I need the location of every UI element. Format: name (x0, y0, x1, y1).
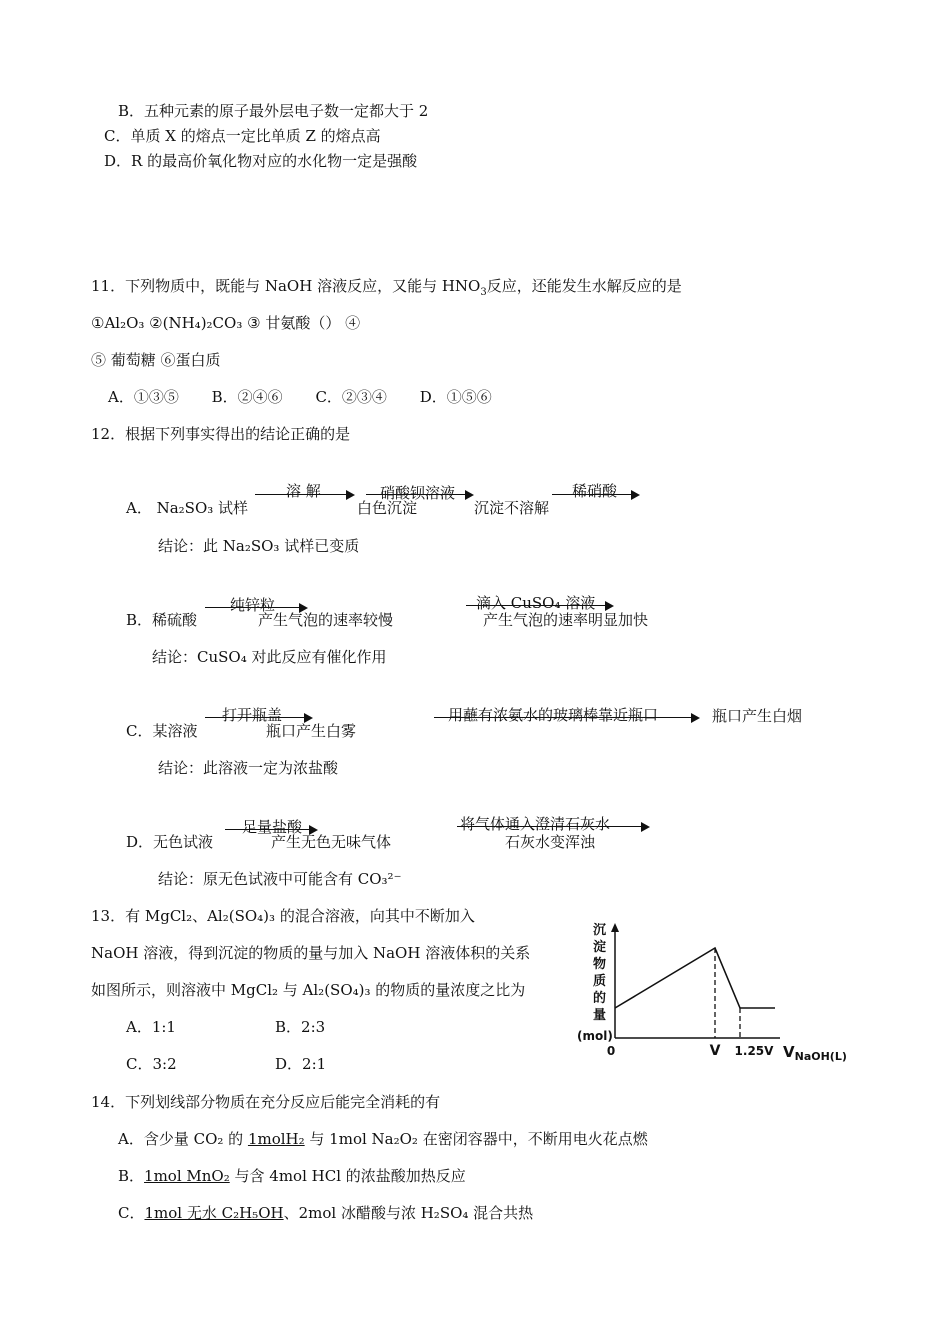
q12c-mid: 瓶口产生白雾 (266, 722, 357, 740)
series-line (615, 948, 775, 1008)
q14-c-pre: C． (118, 1204, 145, 1222)
q14-c-post: 、2mol 冰醋酸与浓 H₂SO₄ 混合共热 (283, 1204, 534, 1222)
q12a-arrow1 (255, 494, 347, 495)
q12d-end: 石灰水变浑浊 (505, 833, 596, 851)
q14-a-post: 与 1mol Na₂O₂ 在密闭容器中，不断用电火花点燃 (304, 1130, 648, 1148)
q12c-arrow1 (205, 717, 305, 718)
q14-option-b (118, 1166, 466, 1186)
q12a-mid: 白色沉淀 (357, 499, 418, 517)
q10-option-c: C．单质 X 的熔点一定比单质 Z 的熔点高 (104, 127, 381, 145)
q11-stem-part2: 反应，还能发生水解反应的是 (486, 277, 682, 295)
q11-option-c: C．②③④ (315, 388, 387, 406)
q14-a-underlined: 1molH₂ (247, 1130, 305, 1148)
q12c-arrow2 (434, 717, 692, 718)
q13-option-a: A．1:1 (126, 1018, 176, 1036)
q14-a-pre: A．含少量 CO₂ 的 (118, 1130, 248, 1148)
q14-b-underlined: 1mol MnO₂ (144, 1167, 230, 1185)
chart-ticks (607, 1043, 774, 1059)
q11-stem-sub: 3 (480, 287, 487, 298)
precipitate-chart (575, 920, 860, 1070)
q11-option-b: B．②④⑥ (211, 388, 283, 406)
q12b-arrow2-label: 滴入 CuSO₄ 溶液 (476, 594, 596, 612)
q12a-arrow1-label: 溶 解 (286, 482, 321, 500)
x-tick-label: V (709, 1043, 721, 1059)
q12d-mid: 产生无色无味气体 (271, 833, 392, 851)
q12a-arrow3 (552, 494, 632, 495)
q12a-arrow2 (366, 494, 466, 495)
q12a-arrow3-label: 稀硝酸 (572, 482, 618, 500)
q11-option-a: A．①③⑤ (108, 388, 179, 406)
q13-option-c: C．3:2 (126, 1055, 177, 1073)
x-tick-label: 0 (606, 1044, 616, 1058)
q12d-arrow1-label: 足量盐酸 (242, 818, 303, 836)
q12b-end: 产生气泡的速率明显加快 (483, 611, 649, 629)
q12b-start: B．稀硫酸 (126, 611, 198, 629)
q12b-conclusion: 结论：CuSO₄ 对此反应有催化作用 (152, 648, 387, 666)
q12b-mid: 产生气泡的速率较慢 (258, 611, 394, 629)
q11-items-line2: ⑤ 葡萄糖 ⑥蛋白质 (91, 351, 221, 369)
q12b-arrow2 (466, 605, 606, 606)
q13-stem-line1: 13．有 MgCl₂、Al₂(SO₄)₃ 的混合溶液，向其中不断加入 (91, 907, 475, 925)
ylabel-unit: (mol) (577, 1029, 613, 1043)
ylabel-char: 沉 (593, 923, 607, 938)
q12c-arrow2-label: 用蘸有浓氨水的玻璃棒靠近瓶口 (448, 706, 659, 724)
q11-stem-part1: 11．下列物质中，既能与 NaOH 溶液反应，又能与 HNO (91, 277, 481, 295)
q11-option-d: D．①⑤⑥ (419, 388, 492, 406)
q13-option-d: D．2:1 (275, 1055, 327, 1073)
q14-c-underlined: 1mol 无水 C₂H₅OH (144, 1204, 284, 1222)
q12c-conclusion: 结论：此溶液一定为浓盐酸 (158, 759, 339, 777)
chart-xlabel: $V_{NaOH(L)}$ (783, 1043, 847, 1063)
q12a-start: A． Na₂SO₃ 试样 (126, 499, 249, 517)
q14-b-pre: B． (118, 1167, 145, 1185)
q14-stem: 14．下列划线部分物质在充分反应后能完全消耗的有 (91, 1093, 441, 1111)
q10-option-d: D．R 的最高价氧化物对应的水化物一定是强酸 (104, 152, 418, 170)
chart-ylabel (577, 922, 613, 1043)
q13-stem-line3: 如图所示，则溶液中 MgCl₂ 与 Al₂(SO₄)₃ 的物质的量浓度之比为 (91, 981, 526, 999)
q11-items-line1: ①Al₂O₃ ②(NH₄)₂CO₃ ③ 甘氨酸（） ④ (91, 314, 361, 332)
ylabel-char: 量 (593, 1008, 607, 1023)
q13-stem-line2: NaOH 溶液，得到沉淀的物质的量与加入 NaOH 溶液体积的关系 (91, 944, 531, 962)
y-axis-arrowhead (611, 923, 619, 932)
q12b-arrow1 (205, 607, 300, 608)
q12d-arrow1 (225, 829, 310, 830)
chart-series (615, 948, 775, 1038)
q12d-arrow2 (457, 826, 642, 827)
q14-b-post: 与含 4mol HCl 的浓盐酸加热反应 (229, 1167, 466, 1185)
q11-stem (91, 276, 682, 296)
q11-options (108, 387, 492, 407)
q10-option-b: B．五种元素的原子最外层电子数一定都大于 2 (118, 102, 429, 120)
chart-axes (611, 923, 780, 1038)
q14-option-c (118, 1203, 533, 1223)
q12d-conclusion: 结论：原无色试液中可能含有 CO₃²⁻ (158, 870, 402, 888)
q12d-start: D．无色试液 (126, 833, 214, 851)
q12c-start: C．某溶液 (126, 722, 198, 740)
q12a-mid2: 沉淀不溶解 (474, 499, 550, 517)
ylabel-char: 的 (593, 991, 607, 1006)
q12b-arrow1-label: 纯锌粒 (230, 596, 276, 614)
ylabel-char: 淀 (593, 940, 607, 955)
q12-stem: 12．根据下列事实得出的结论正确的是 (91, 425, 351, 443)
q12a-conclusion: 结论：此 Na₂SO₃ 试样已变质 (158, 537, 360, 555)
q12c-arrow1-label: 打开瓶盖 (222, 706, 283, 724)
q12c-end: 瓶口产生白烟 (712, 707, 803, 725)
x-tick-label: 1.25V (734, 1044, 774, 1058)
q13-option-b: B．2:3 (275, 1018, 326, 1036)
q12a-arrow2-label: 硝酸钡溶液 (380, 484, 456, 502)
ylabel-char: 质 (593, 974, 607, 989)
ylabel-char: 物 (593, 957, 607, 972)
q14-option-a (118, 1129, 648, 1149)
q12d-arrow2-label: 将气体通入澄清石灰水 (460, 815, 611, 833)
